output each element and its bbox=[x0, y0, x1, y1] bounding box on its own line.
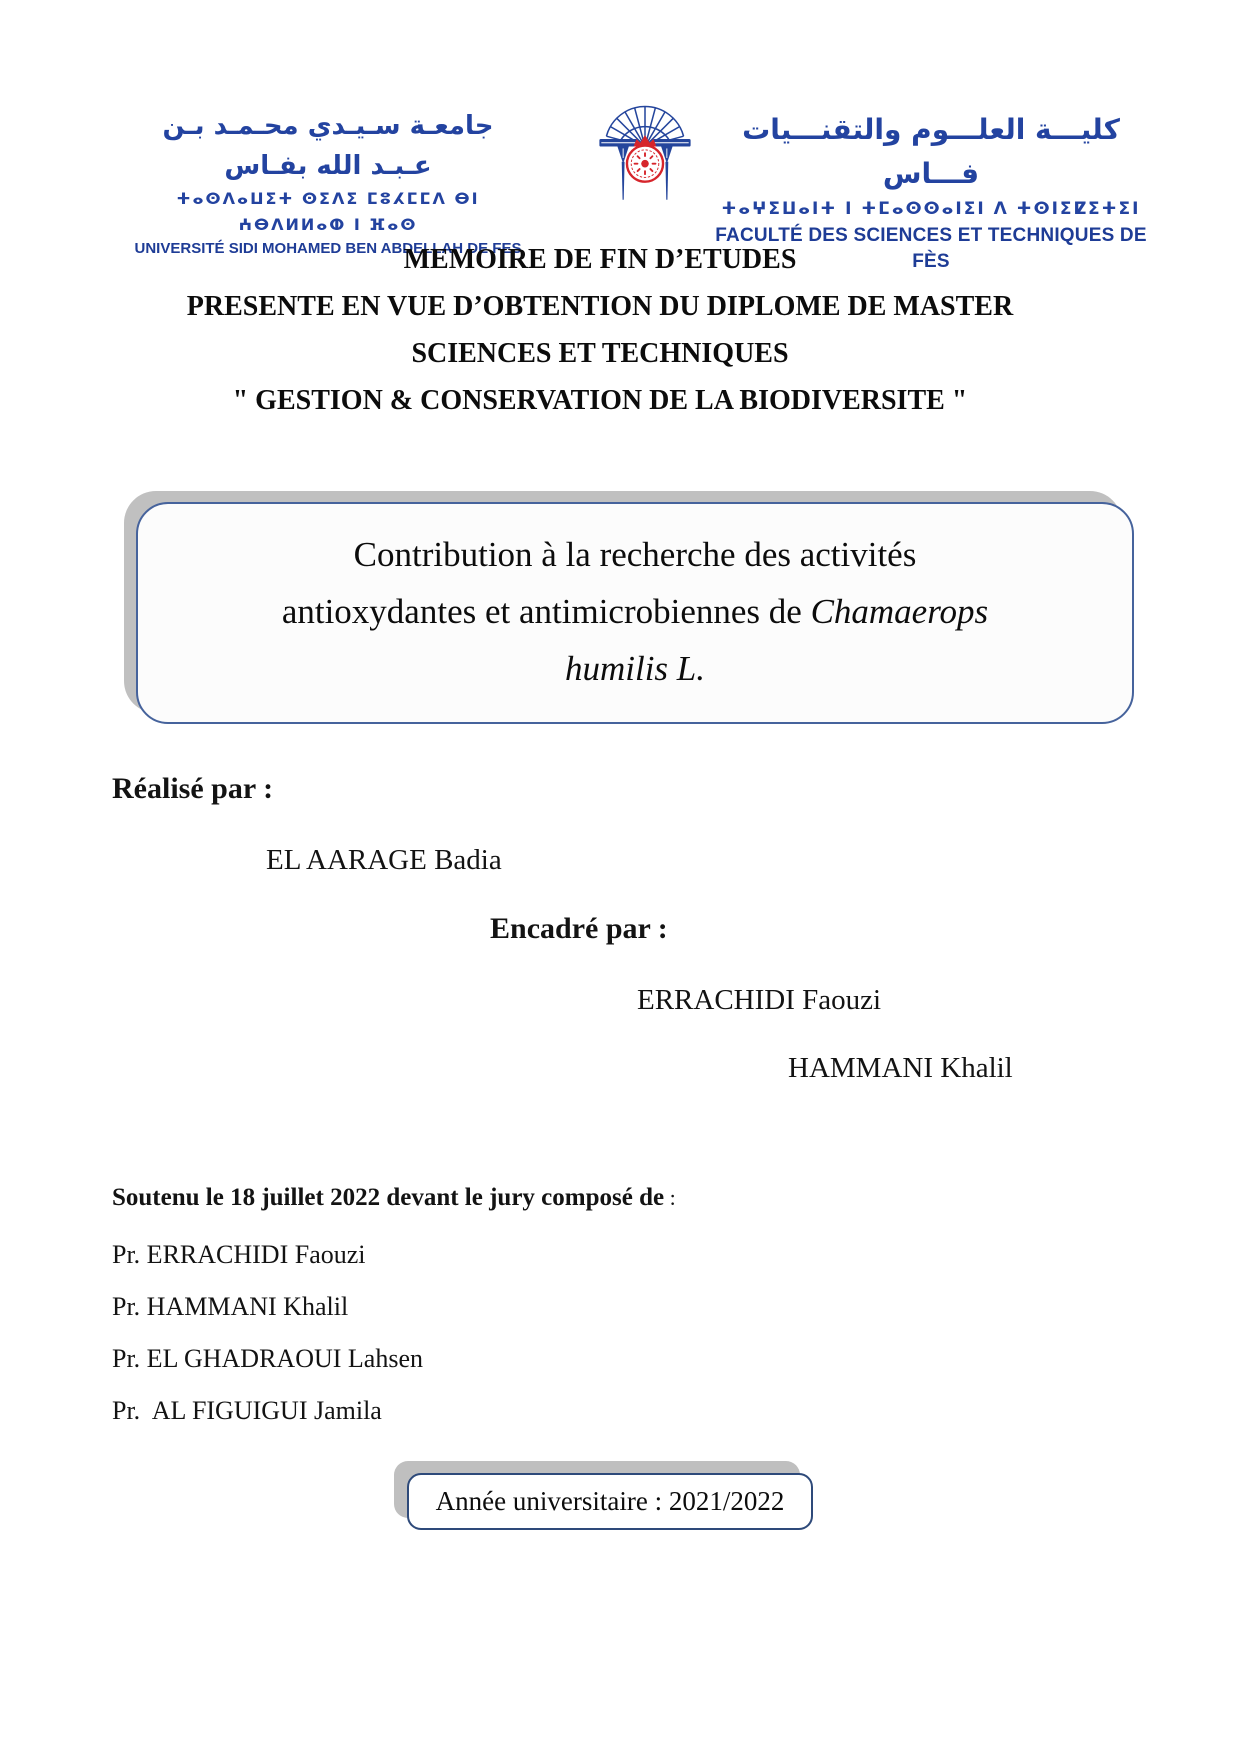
intro-line-gestion: " GESTION & CONSERVATION DE LA BIODIVERSITE " bbox=[232, 385, 968, 416]
faculty-name-tifinagh: ⵜⴰⵖⵉⵡⴰⵏⵜ ⵏ ⵜⵎⴰⵙⵙⴰⵏⵉⵏ ⴷ ⵜⵙⵏⵉⵇⵉⵜⵉⵏ bbox=[721, 199, 1141, 219]
university-name-arabic: جامعـة سـيـدي محـمـد بـن عـبـد الله بفـاس bbox=[162, 111, 494, 181]
jury-member-1: Pr. ERRACHIDI Faouzi bbox=[112, 1240, 366, 1269]
title-line-1: Contribution à la recherche des activités bbox=[353, 535, 917, 574]
jury-member-4: Pr. AL FIGUIGUI Jamila bbox=[112, 1396, 382, 1425]
jury-heading-colon: : bbox=[664, 1185, 676, 1210]
academic-year-box bbox=[407, 1473, 813, 1530]
university-emblem-icon bbox=[588, 100, 702, 214]
encadre-par-label: Encadré par : bbox=[490, 912, 668, 945]
title-line-3-italic: humilis L. bbox=[564, 649, 706, 688]
title-line-2-italic: Chamaerops bbox=[810, 592, 989, 631]
realise-par-label: Réalisé par : bbox=[112, 772, 274, 805]
academic-year-text: Année universitaire : 2021/2022 bbox=[435, 1486, 785, 1516]
intro-line-sciences: SCIENCES ET TECHNIQUES bbox=[411, 338, 789, 369]
faculty-name-french: FACULTÉ DES SCIENCES ET TECHNIQUES DE FÈS bbox=[715, 225, 1147, 272]
jury-heading-text: Soutenu le 18 juillet 2022 devant le jury composé de bbox=[112, 1184, 665, 1211]
jury-member-3: Pr. EL GHADRAOUI Lahsen bbox=[112, 1344, 423, 1373]
thesis-title bbox=[138, 526, 1132, 697]
university-name-french: UNIVERSITÉ SIDI MOHAMED BEN ABDELLAH DE FES bbox=[134, 240, 522, 257]
university-name-tifinagh: ⵜⴰⵙⴷⴰⵡⵉⵜ ⵙⵉⴷⵉ ⵎⵓⵃⵎⵎⴷ ⴱⵏ ⵄⴱⴷⵍⵍⴰⵀ ⵏ ⴼⴰⵙ bbox=[176, 189, 480, 234]
thesis-title-box bbox=[136, 502, 1134, 724]
faculty-name-arabic: كليـــة العلـــوم والتقنـــيات فـــاس bbox=[742, 113, 1120, 190]
intro-line-memoire: MEMOIRE DE FIN D’ETUDES bbox=[403, 244, 797, 275]
intro-line-presente: PRESENTE EN VUE D’OBTENTION DU DIPLOME DE MASTER bbox=[186, 291, 1014, 322]
supervisor-name-2: HAMMANI Khalil bbox=[788, 1052, 1013, 1084]
student-name: EL AARAGE Badia bbox=[266, 844, 502, 876]
jury-member-2: Pr. HAMMANI Khalil bbox=[112, 1292, 349, 1321]
memoire-intro bbox=[60, 236, 1140, 424]
jury-heading bbox=[112, 1184, 676, 1212]
supervisor-name-1: ERRACHIDI Faouzi bbox=[637, 984, 882, 1016]
title-line-2-regular: antioxydantes et antimicrobiennes de bbox=[281, 592, 811, 631]
